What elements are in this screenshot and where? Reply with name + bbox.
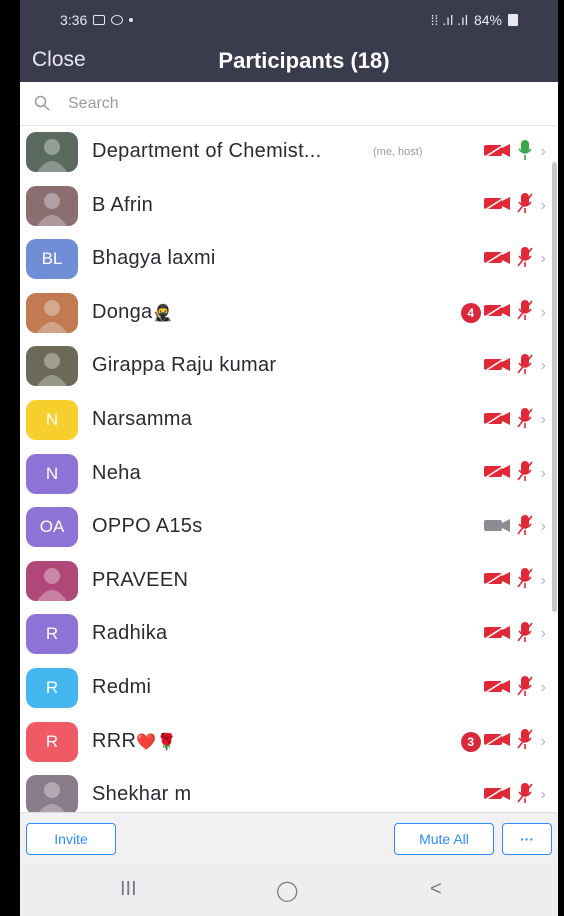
name-emoji: ❤️🌹: [136, 733, 177, 751]
microphone-muted-icon: [517, 728, 533, 755]
avatar: [26, 293, 78, 333]
avatar: BL: [26, 239, 78, 279]
participant-row[interactable]: [20, 608, 558, 662]
clock: 3:36: [60, 12, 88, 28]
microphone-muted-icon: [517, 353, 533, 380]
chevron-right-icon: ›: [540, 571, 546, 589]
microphone-muted-icon: [517, 675, 533, 702]
video-off-icon: [483, 463, 511, 484]
participant-name: [92, 622, 167, 645]
participant-name-text: Shekhar m: [92, 783, 192, 806]
chevron-right-icon: ›: [540, 143, 546, 160]
participant-name-text: Donga: [92, 300, 153, 323]
participant-row[interactable]: [20, 340, 558, 394]
chevron-right-icon: ›: [540, 786, 546, 804]
message-notification-icon: [111, 15, 123, 25]
gallery-notification-icon: [93, 15, 105, 25]
participant-name: [92, 194, 153, 217]
chevron-right-icon: ›: [540, 196, 546, 214]
participants-list: [20, 126, 558, 812]
microphone-muted-icon: [517, 782, 533, 809]
avatar: R: [26, 668, 78, 708]
participant-name: [92, 569, 188, 592]
participant-row[interactable]: [20, 716, 558, 770]
participant-name: [92, 676, 151, 699]
avatar: [26, 132, 78, 172]
video-off-icon: [483, 356, 511, 377]
close-button[interactable]: Close: [32, 48, 86, 71]
participant-row[interactable]: [20, 287, 558, 341]
participant-name-text: Bhagya laxmi: [92, 247, 216, 270]
avatar: OA: [26, 507, 78, 547]
avatar: N: [26, 454, 78, 494]
avatar: [26, 561, 78, 601]
avatar: N: [26, 400, 78, 440]
zoom-participants-screen: [20, 0, 558, 916]
participant-row[interactable]: [20, 448, 558, 502]
invite-button[interactable]: Invite: [26, 823, 116, 855]
more-button[interactable]: ···: [502, 823, 552, 855]
microphone-muted-icon: [517, 621, 533, 648]
video-off-icon: [483, 785, 511, 806]
chevron-right-icon: ›: [540, 464, 546, 482]
participant-name: [92, 515, 203, 538]
avatar: R: [26, 722, 78, 762]
bottom-toolbar: [20, 812, 558, 864]
chevron-right-icon: ›: [540, 411, 546, 428]
participant-name-text: OPPO A15s: [92, 515, 203, 538]
page-title: Participants (18): [218, 48, 390, 73]
participant-name: [92, 301, 173, 324]
participant-name-text: RRR: [92, 729, 137, 752]
participant-name-text: Narsamma: [92, 408, 193, 430]
participant-row[interactable]: [20, 126, 558, 180]
scrollbar[interactable]: [552, 162, 557, 612]
recents-button[interactable]: III: [120, 878, 137, 900]
participant-name-text: B Afrin: [92, 193, 154, 216]
mute-all-button[interactable]: Mute All: [394, 823, 494, 855]
video-off-icon: [483, 249, 511, 270]
participant-name-text: Radhika: [92, 622, 168, 645]
chevron-right-icon: ›: [540, 679, 546, 696]
video-off-icon: [483, 624, 511, 645]
participant-name: [92, 730, 177, 753]
avatar: R: [26, 614, 78, 654]
participant-row[interactable]: [20, 180, 558, 234]
avatar: [26, 775, 78, 812]
back-button[interactable]: <: [430, 878, 442, 900]
participant-name-text: PRAVEEN: [92, 568, 189, 591]
participant-name-text: Girappa Raju kumar: [92, 354, 277, 377]
avatar: [26, 346, 78, 386]
participant-name-text: Department of Chemist...: [92, 140, 322, 162]
home-button[interactable]: ◯: [276, 880, 299, 902]
microphone-muted-icon: [517, 514, 533, 541]
battery-level: 84%: [473, 12, 502, 28]
participant-name: [92, 140, 322, 163]
name-emoji: 🥷: [152, 304, 173, 322]
chevron-right-icon: ›: [540, 357, 546, 375]
participant-name: [92, 408, 192, 431]
video-off-icon: [483, 731, 511, 752]
chevron-right-icon: ›: [540, 732, 546, 750]
header-bar: [20, 0, 558, 82]
participant-row[interactable]: [20, 501, 558, 555]
participant-name: [92, 462, 141, 485]
microphone-muted-icon: [517, 192, 533, 219]
video-off-icon: [483, 142, 511, 163]
system-navigation-bar: [20, 864, 558, 916]
microphone-muted-icon: [517, 460, 533, 487]
participant-row[interactable]: [20, 233, 558, 287]
chevron-right-icon: ›: [540, 518, 546, 536]
microphone-muted-icon: [517, 246, 533, 273]
participant-name: [92, 247, 216, 270]
microphone-muted-icon: [517, 299, 533, 326]
search-icon: [34, 95, 50, 111]
participant-name: [92, 354, 276, 377]
video-off-icon: [483, 302, 511, 323]
participant-row[interactable]: [20, 555, 558, 609]
chat-count-badge: 4: [461, 303, 481, 323]
participant-name: [92, 783, 191, 806]
chat-count-badge: 3: [461, 732, 481, 752]
chevron-right-icon: ›: [540, 625, 546, 643]
battery-icon: [508, 14, 518, 26]
more-notifications-icon: [129, 18, 133, 22]
video-off-icon: [483, 195, 511, 216]
video-off-icon: [483, 570, 511, 591]
microphone-icon: [517, 139, 533, 166]
avatar: [26, 186, 78, 226]
participant-row[interactable]: [20, 394, 558, 448]
microphone-muted-icon: [517, 567, 533, 594]
participant-row[interactable]: [20, 662, 558, 716]
status-bar: [20, 0, 558, 40]
participant-name-text: Neha: [92, 461, 142, 484]
signal-icon: ⁞⁞ .ıl .ıl: [430, 12, 468, 28]
video-off-icon: [483, 410, 511, 431]
chevron-right-icon: ›: [540, 250, 546, 268]
microphone-muted-icon: [517, 407, 533, 434]
video-icon: [483, 517, 511, 538]
role-tag: (me, host): [373, 146, 423, 158]
search-bar[interactable]: [20, 82, 558, 126]
participant-row[interactable]: [20, 769, 558, 812]
participant-name-text: Redmi: [92, 676, 152, 698]
search-input[interactable]: Search: [68, 95, 119, 112]
chevron-right-icon: ›: [540, 303, 546, 321]
video-off-icon: [483, 678, 511, 699]
